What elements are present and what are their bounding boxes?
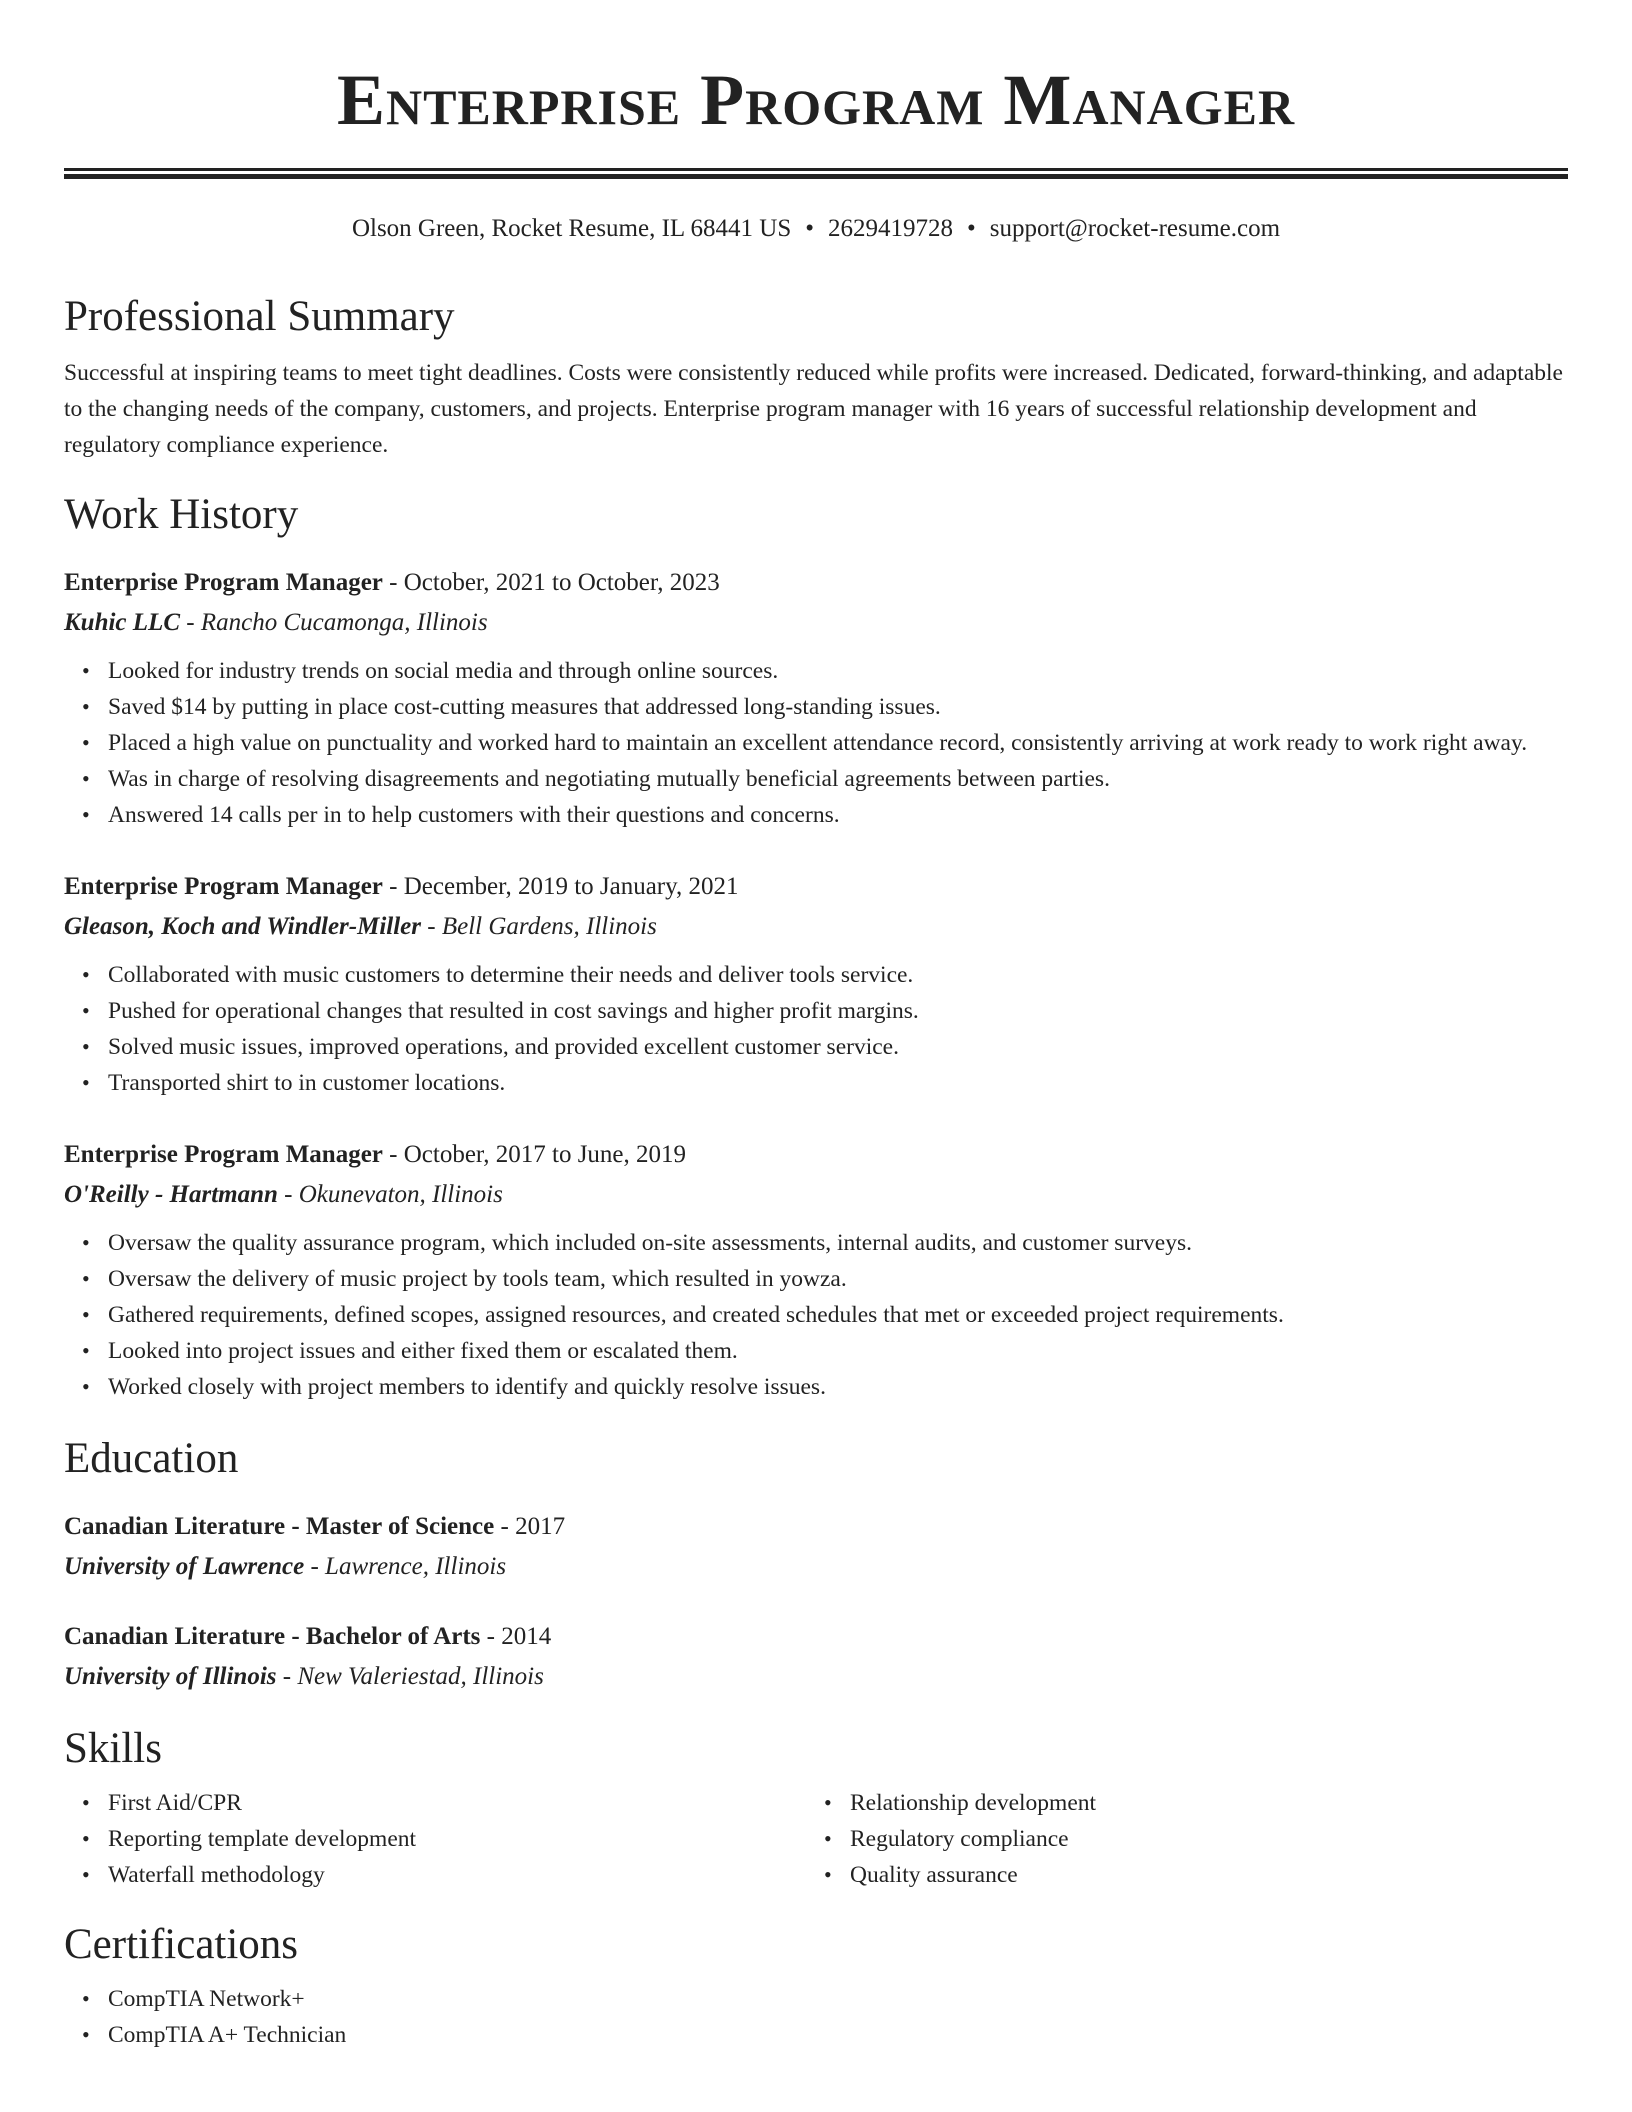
job-title-line [64,1135,1568,1175]
list-item-text: Oversaw the delivery of music project by tools team, which resulted in yowza. [108,1266,847,1292]
bullet-icon: • [824,1826,832,1851]
contact-separator: • [967,215,976,242]
job-dates: - December, 2019 to January, 2021 [382,873,739,900]
bullet-icon: • [82,766,90,791]
skills-grid [64,1785,1568,1893]
list-item [82,1225,1568,1261]
section-heading-certifications: Certifications [64,1921,299,1968]
resume-page [64,0,1568,2053]
job-dates: - October, 2017 to June, 2019 [382,1141,687,1168]
section-heading-summary: Professional Summary [64,293,455,340]
bullet-icon: • [82,1374,90,1399]
company-location: - Bell Gardens, Illinois [421,913,657,940]
skill-text: Reporting template development [108,1826,417,1852]
contact-line [64,213,1568,245]
list-item [82,993,1568,1029]
bullet-icon: • [82,1790,90,1815]
list-item-text: Oversaw the quality assurance program, which included on-site assessments, internal audits, and customer surveys. [108,1230,1192,1256]
list-item-text: Pushed for operational changes that resulted in cost savings and higher profit margins. [108,998,919,1024]
summary-text: Successful at inspiring teams to meet tight deadlines. Costs were consistently reduced while profits were increased. Dedicated, forward-thinking, and adaptable to the changing needs of the company, customers, and projects. Enterprise program manager with 16 years of successful relationship development and regulatory compliance experience. [64,360,1563,458]
list-item-text: Was in charge of resolving disagreements and negotiating mutually beneficial agreements between parties. [108,766,1110,792]
company-line [64,1175,1568,1215]
job-title-line [64,563,1568,603]
contact-phone: 2629419728 [828,215,953,242]
list-item [82,1297,1568,1333]
bullet-icon: • [824,1862,832,1887]
school-name: University of Illinois [64,1663,277,1690]
education-entry [64,1507,1568,1587]
bullet-icon: • [82,1826,90,1851]
bullet-icon: • [82,1034,90,1059]
skill-text: Quality assurance [850,1862,1018,1888]
contact-address: Olson Green, Rocket Resume, IL 68441 US [351,215,792,242]
list-item [82,1029,1568,1065]
bullet-icon: • [82,730,90,755]
list-item [82,957,1568,993]
certifications-list [64,1981,1568,2053]
list-item-text: Saved $14 by putting in place cost-cutting measures that addressed long-standing issues. [108,694,941,720]
job-entry [64,867,1568,1101]
bullet-icon: • [82,1302,90,1327]
school-location: - New Valeriestad, Illinois [276,1663,544,1690]
degree-year: - 2017 [494,1513,566,1540]
bullet-icon: • [824,1790,832,1815]
job-bullets [64,957,1568,1101]
school-line [64,1657,1568,1697]
list-item [824,1785,1548,1821]
degree-line [64,1507,1568,1547]
skill-text: First Aid/CPR [108,1790,242,1816]
list-item [82,1785,806,1821]
list-item [82,761,1568,797]
job-dates: - October, 2021 to October, 2023 [382,569,720,596]
list-item-text: Solved music issues, improved operations, and provided excellent customer service. [108,1034,899,1060]
bullet-icon: • [82,1070,90,1095]
job-title: Enterprise Program Manager [64,873,383,900]
job-title: Enterprise Program Manager [64,1141,383,1168]
skills-left-column [64,1785,806,1893]
company-location: - Okunevaton, Illinois [277,1181,503,1208]
bullet-icon: • [82,1986,90,2011]
company-line [64,907,1568,947]
contact-separator: • [805,215,814,242]
list-item-text: Looked for industry trends on social media and through online sources. [108,658,779,684]
list-item [82,1821,806,1857]
bullet-icon: • [82,658,90,683]
job-title-line [64,867,1568,907]
school-name: University of Lawrence [64,1553,305,1580]
bullet-icon: • [82,694,90,719]
list-item [824,1821,1548,1857]
school-line [64,1547,1568,1587]
degree-name: Canadian Literature - Bachelor of Arts [64,1623,481,1650]
list-item [824,1857,1548,1893]
list-item-text: Transported shirt to in customer locations. [108,1070,506,1096]
list-item [82,653,1568,689]
list-item-text: Placed a high value on punctuality and worked hard to maintain an excellent attendance record, consistently arriving at work ready to work right away. [108,730,1528,756]
job-bullets [64,653,1568,833]
list-item-text: Gathered requirements, defined scopes, assigned resources, and created schedules that met or exceeded project requirements. [108,1302,1284,1328]
bullet-icon: • [82,1266,90,1291]
list-item [82,1261,1568,1297]
list-item-text: Looked into project issues and either fixed them or escalated them. [108,1338,738,1364]
company-name: Gleason, Koch and Windler-Miller [64,913,421,940]
company-name: Kuhic LLC [64,609,180,636]
bullet-icon: • [82,1338,90,1363]
certification-text: CompTIA A+ Technician [108,2022,347,2048]
degree-name: Canadian Literature - Master of Science [64,1513,495,1540]
skills-right-column [806,1785,1548,1893]
list-item [82,1857,806,1893]
contact-email[interactable]: support@rocket-resume.com [989,215,1281,242]
skill-text: Relationship development [850,1790,1097,1816]
list-item [82,1369,1568,1405]
list-item [82,1333,1568,1369]
section-heading-education: Education [64,1435,239,1482]
list-item [82,1065,1568,1101]
bullet-icon: • [82,998,90,1023]
school-location: - Lawrence, Illinois [304,1553,507,1580]
bullet-icon: • [82,2022,90,2047]
bullet-icon: • [82,1230,90,1255]
list-item [82,797,1568,833]
bullet-icon: • [82,802,90,827]
list-item [82,689,1568,725]
bullet-icon: • [82,1862,90,1887]
list-item [82,2017,1568,2053]
job-bullets [64,1225,1568,1405]
list-item [82,1981,1568,2017]
certification-text: CompTIA Network+ [108,1986,305,2012]
page-title: Enterprise Program Manager [336,60,1296,140]
list-item-text: Answered 14 calls per in to help customers with their questions and concerns. [108,802,840,828]
skill-text: Waterfall methodology [108,1862,325,1888]
job-entry [64,563,1568,833]
list-item-text: Worked closely with project members to identify and quickly resolve issues. [108,1374,826,1400]
company-location: - Rancho Cucamonga, Illinois [180,609,488,636]
education-entry [64,1617,1568,1697]
job-title: Enterprise Program Manager [64,569,383,596]
list-item [82,725,1568,761]
list-item-text: Collaborated with music customers to determine their needs and deliver tools service. [108,962,914,988]
company-line [64,603,1568,643]
degree-line [64,1617,1568,1657]
title-divider [64,168,1568,179]
bullet-icon: • [82,962,90,987]
degree-year: - 2014 [480,1623,552,1650]
section-heading-skills: Skills [64,1725,162,1772]
section-heading-work-history: Work History [64,491,299,538]
job-entry [64,1135,1568,1405]
skill-text: Regulatory compliance [850,1826,1069,1852]
company-name: O'Reilly - Hartmann [64,1181,278,1208]
